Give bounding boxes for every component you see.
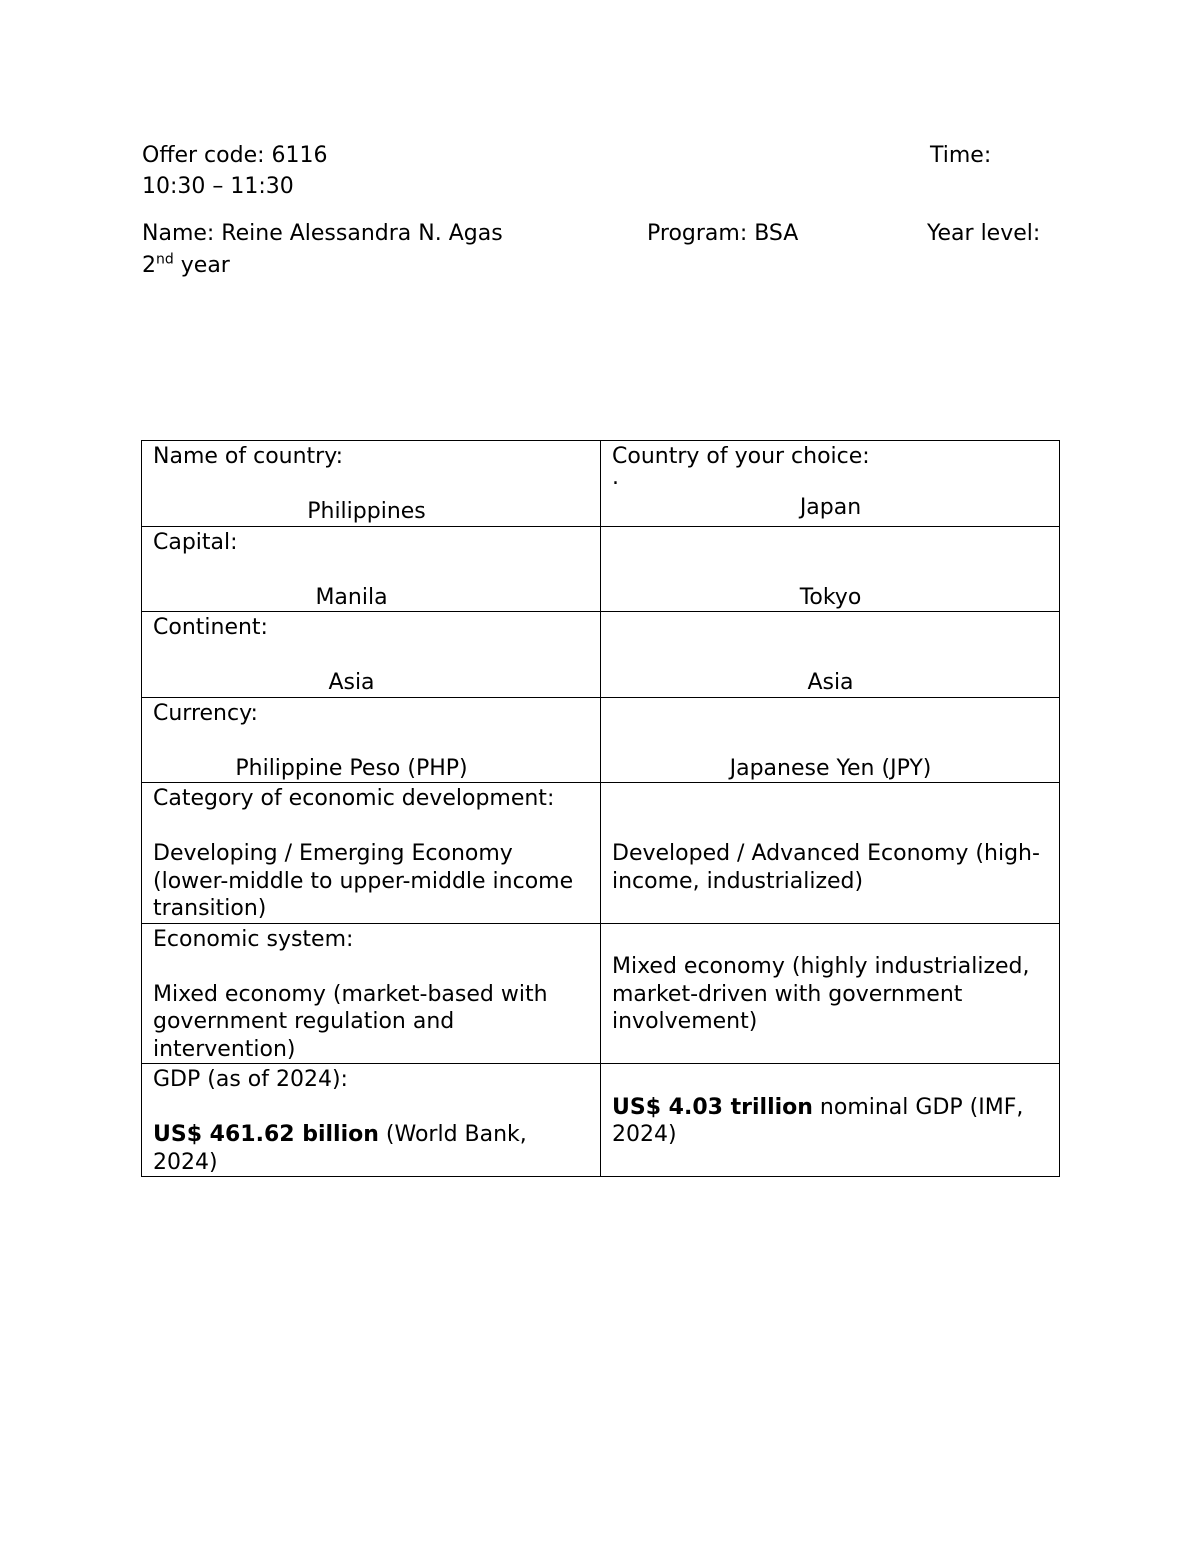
cell-value bbox=[153, 1121, 590, 1176]
cell-value: Tokyo bbox=[799, 584, 862, 610]
cell-value: Manila bbox=[315, 584, 388, 610]
cell-left bbox=[142, 697, 601, 783]
cell-value: Philippine Peso (PHP) bbox=[235, 755, 468, 781]
cell-value: Japanese Yen (JPY) bbox=[729, 755, 932, 781]
gdp-amount: US$ 4.03 trillion bbox=[612, 1094, 813, 1120]
country-comparison-table bbox=[141, 440, 1060, 1177]
table-row bbox=[142, 697, 1060, 783]
row-label: Economic system: bbox=[153, 926, 354, 952]
cell-value: Japan bbox=[799, 495, 862, 520]
student-name: Name: Reine Alessandra N. Agas bbox=[142, 221, 503, 246]
row-label: Capital: bbox=[153, 529, 238, 555]
row-label: Name of country: bbox=[153, 444, 344, 469]
cell-right bbox=[601, 783, 1060, 924]
dot-mark: . bbox=[612, 464, 619, 490]
year-number: 2 bbox=[142, 253, 156, 278]
table-row bbox=[142, 441, 1060, 527]
cell-value bbox=[612, 1094, 1049, 1149]
cell-value: Mixed economy (market-based with government regulation and intervention) bbox=[153, 981, 548, 1062]
year-suffix: nd bbox=[156, 251, 174, 268]
cell-left bbox=[142, 783, 601, 924]
cell-left bbox=[142, 526, 601, 612]
time-label: Time: bbox=[930, 143, 992, 168]
gdp-source: nominal GDP (IMF, 2024) bbox=[612, 1094, 1024, 1147]
cell-right bbox=[601, 923, 1060, 1064]
year-level-label: Year level: bbox=[927, 221, 1041, 246]
table-row bbox=[142, 612, 1060, 698]
cell-value: Developing / Emerging Economy (lower-middle to upper-middle income transition) bbox=[153, 841, 574, 921]
cell-right bbox=[601, 612, 1060, 698]
table-row bbox=[142, 923, 1060, 1064]
cell-right bbox=[601, 1064, 1060, 1177]
year-level-value bbox=[142, 252, 230, 280]
cell-left bbox=[142, 612, 601, 698]
cell-left bbox=[142, 1064, 601, 1177]
cell-left bbox=[142, 441, 601, 527]
row-label: GDP (as of 2024): bbox=[153, 1067, 348, 1092]
row-label: Continent: bbox=[153, 615, 268, 640]
row-label: Currency: bbox=[153, 700, 258, 726]
cell-left bbox=[142, 923, 601, 1064]
time-value: 10:30 – 11:30 bbox=[142, 174, 294, 199]
cell-value: Asia bbox=[328, 670, 375, 695]
cell-right bbox=[601, 441, 1060, 527]
cell-value: Developed / Advanced Economy (high-income, industrialized) bbox=[612, 841, 1040, 894]
table-row bbox=[142, 1064, 1060, 1177]
program: Program: BSA bbox=[647, 221, 799, 246]
offer-code: Offer code: 6116 bbox=[142, 143, 328, 168]
cell-right bbox=[601, 697, 1060, 783]
cell-value: Asia bbox=[807, 670, 854, 695]
gdp-source: (World Bank, 2024) bbox=[153, 1122, 527, 1175]
table-row bbox=[142, 783, 1060, 924]
row-label: Category of economic development: bbox=[153, 786, 555, 811]
cell-value: Mixed economy (highly industrialized, market-driven with government involvement) bbox=[612, 954, 1030, 1034]
cell-value: Philippines bbox=[307, 499, 426, 524]
year-word: year bbox=[173, 253, 230, 278]
row-label-right: Country of your choice: bbox=[612, 444, 870, 469]
table-row bbox=[142, 526, 1060, 612]
gdp-amount: US$ 461.62 billion bbox=[153, 1122, 379, 1147]
cell-right bbox=[601, 526, 1060, 612]
